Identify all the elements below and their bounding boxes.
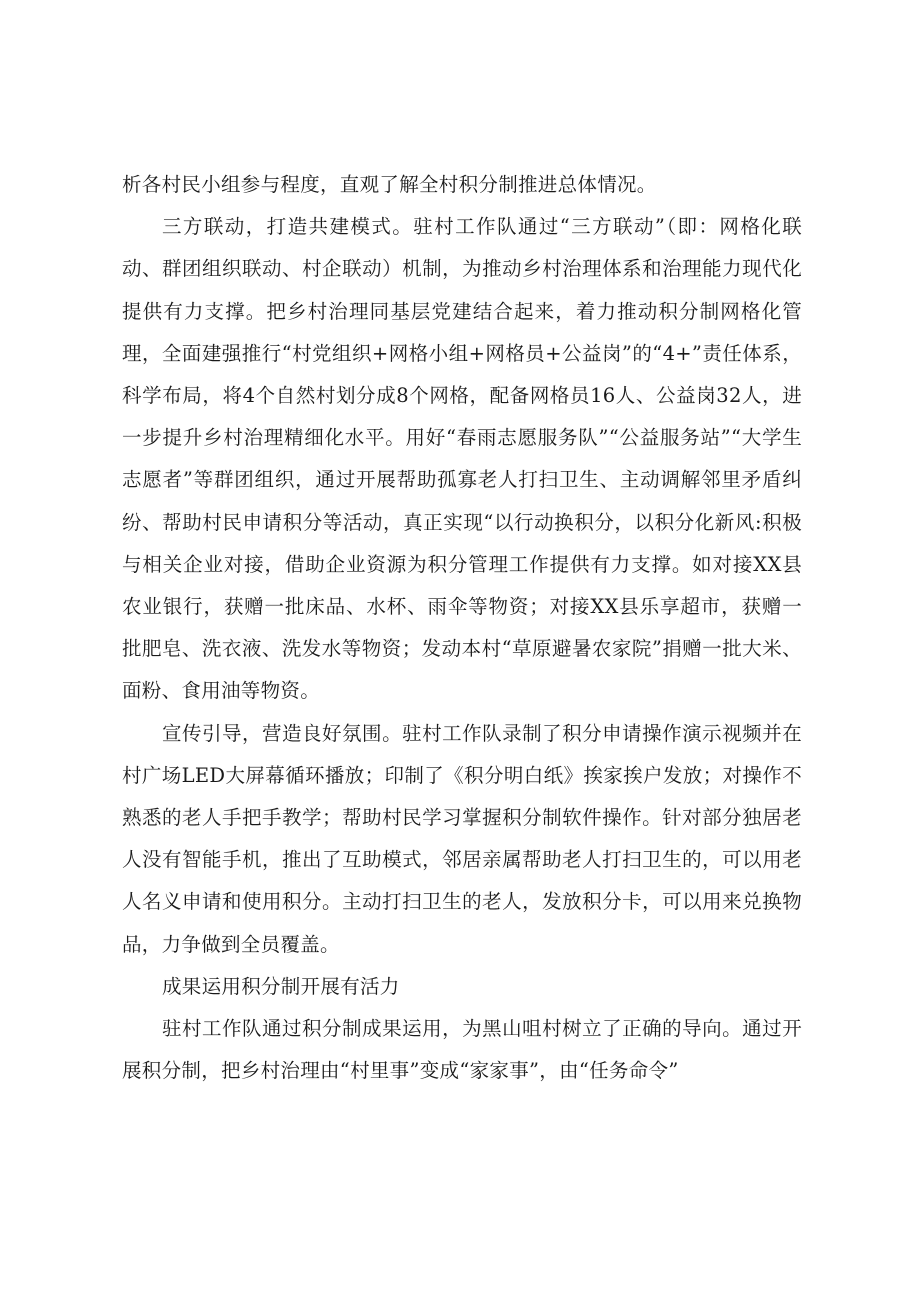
paragraph-continuation: 析各村民小组参与程度，直观了解全村积分制推进总体情况。 [122, 173, 657, 196]
paragraph-publicity-guidance: 宣传引导，营造良好氛围。驻村工作队录制了积分申请操作演示视频并在村广场LED大屏幕循环播放；印制了《积分明白纸》挨家挨户发放；对操作不熟悉的老人手把手教学；帮助村民学习掌握积分制软件操作。针对部分独居老人没有智能手机，推出了互助模式，邻居亲属帮助老人打扫卫生的，可以用老人名义申请和使用积分。主动打扫卫生的老人，发放积分卡，可以用来兑换物品，力争做到全员覆盖。 [122, 721, 802, 956]
document-body [122, 164, 802, 1092]
section-heading: 成果运用积分制开展有活力 [162, 974, 400, 998]
paragraph-results-application: 驻村工作队通过积分制成果运用，为黑山咀村树立了正确的导向。通过开展积分制，把乡村治理由“村里事”变成“家家事”，由“任务命令” [122, 1017, 802, 1083]
paragraph-three-party-linkage: 三方联动，打造共建模式。驻村工作队通过“三方联动”（即：网格化联动、群团组织联动、村企联动）机制，为推动乡村治理体系和治理能力现代化提供有力支撑。把乡村治理同基层党建结合起来，着力推动积分制网格化管理，全面建强推行“村党组织+网格小组+网格员+公益岗”的“4+”责任体系，科学布局，将4个自然村划分成8个网格，配备网格员16人、公益岗32人，进一步提升乡村治理精细化水平。用好“春雨志愿服务队”“公益服务站”“大学生志愿者”等群团组织，通过开展帮助孤寡老人打扫卫生、主动调解邻里矛盾纠纷、帮助村民申请积分等活动，真正实现“以行动换积分，以积分化新风:积极与相关企业对接，借助企业资源为积分管理工作提供有力支撑。如对接XX县农业银行，获赠一批床品、水杯、雨伞等物资；对接XX县乐享超市，获赠一批肥皂、洗衣液、洗发水等物资；发动本村“草原避暑农家院”捐赠一批大米、面粉、食用油等物资。 [122, 215, 802, 703]
